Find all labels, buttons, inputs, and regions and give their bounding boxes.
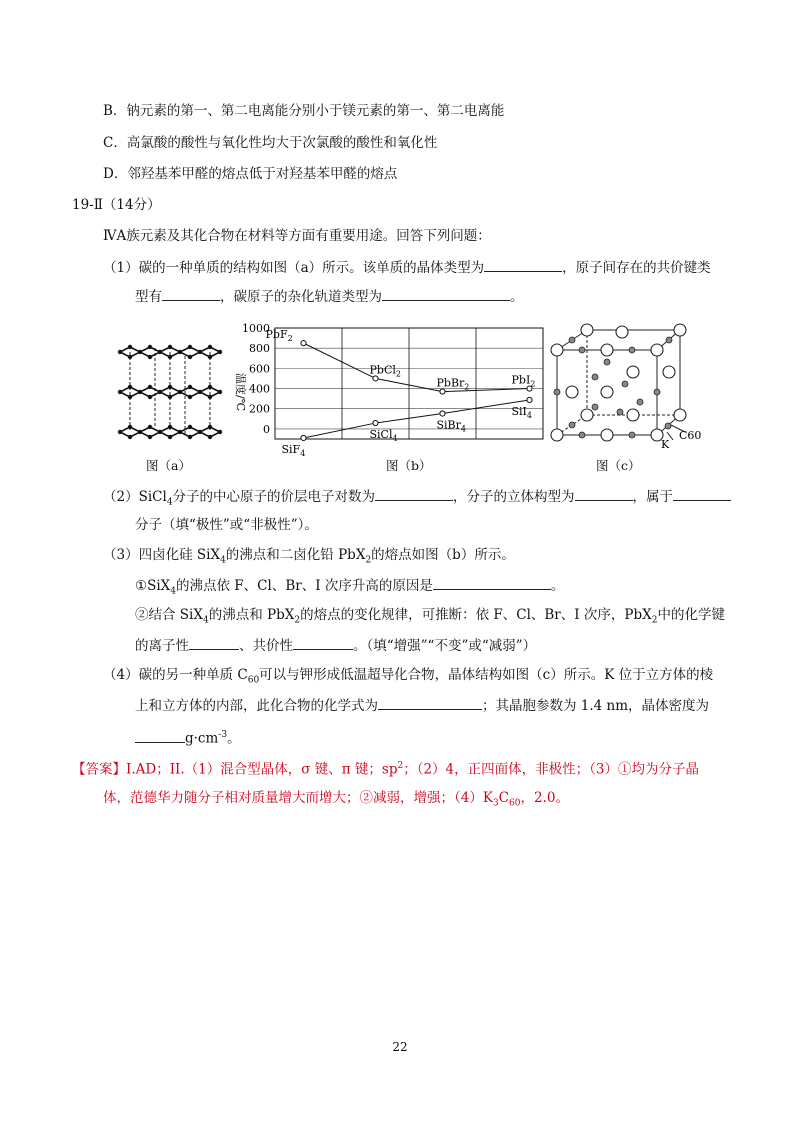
blank-polarity[interactable]: [673, 486, 731, 501]
option-c: C．高氯酸的酸性与氧化性均大于次氯酸的酸性和氧化性: [103, 135, 438, 151]
blank-reason[interactable]: [433, 575, 551, 590]
blank-crystal-type[interactable]: [484, 257, 562, 272]
chart-point-label: SiI$_4$: [511, 404, 532, 420]
blank-bond-type[interactable]: [162, 286, 220, 301]
chart-ytick-label: 800: [249, 342, 270, 356]
chart-point: [373, 420, 378, 425]
chart-series-line: [304, 343, 530, 391]
chart-point: [527, 397, 532, 402]
chart-point: [440, 389, 445, 394]
answer-line2: 体，范德华力随分子相对质量增大而增大；②减弱，增强；$(4)K_3C_{60}$，2.0。: [103, 790, 569, 809]
chart-ytick-label: 200: [249, 402, 270, 416]
section-title: 19-Ⅱ（14分）: [72, 197, 161, 213]
chart-ylabel: 温度/℃: [234, 373, 247, 412]
chart-point: [301, 341, 306, 346]
chart-point-label: PbF$_2$: [265, 328, 293, 344]
q4-line3: $g\cdot cm^{-3}$。: [135, 725, 241, 749]
intro-text: ⅣA族元素及其化合物在材料等方面有重要用途。回答下列问题：: [103, 228, 491, 244]
chart-ytick-label: 400: [249, 382, 270, 396]
chart-point-label: SiCl$_4$: [369, 428, 398, 444]
chart-point-label: SiF$_4$: [281, 442, 306, 458]
option-b: B．钠元素的第一、第二电离能分别小于镁元素的第一、第二电离能: [103, 103, 505, 119]
chart-ytick-label: 600: [249, 362, 270, 376]
blank-geometry[interactable]: [575, 486, 633, 501]
chart-series-line: [304, 400, 530, 438]
q3-intro: （3）四卤化硅 SiX$_4$的沸点和二卤化铅 PbX$_2$的熔点如图（b）所示。: [103, 547, 515, 566]
answer-line1: 【答案】I.AD；II.（1）混合型晶体，σ 键、π 键；$sp^2$；（2）4，正四面体，非极性；（3）①均为分子晶: [72, 761, 699, 778]
chart-ytick-label: 1000: [242, 322, 270, 335]
chart-point: [301, 435, 306, 440]
blank-density[interactable]: [135, 728, 185, 743]
chart-point: [373, 376, 378, 381]
blank-ionic[interactable]: [189, 635, 239, 650]
figure-c-caption: 图（c）: [596, 458, 641, 473]
page-number: 22: [392, 1040, 408, 1054]
chart-point-label: PbI$_2$: [511, 373, 536, 389]
q1-line1: （1）碳的一种单质的结构如图（a）所示。该单质的晶体类型为 ，原子间存在的共价键类: [103, 257, 711, 278]
chart-ytick-label: 0: [263, 422, 270, 436]
q3-part1: ①SiX$_4$的沸点依 F、Cl、Br、I 次序升高的原因是 。: [135, 575, 564, 602]
blank-covalent[interactable]: [293, 635, 353, 650]
option-d: D．邻羟基苯甲醛的熔点低于对羟基苯甲醛的熔点: [103, 166, 398, 182]
q3-part2-line1: ②结合 SiX$_4$的沸点和 PbX$_2$的熔点的变化规律，可推断：依 F、Cl、Br、I 次序，PbX$_2$中的化学键: [135, 607, 725, 626]
q1-line2: 型有 ，碳原子的杂化轨道类型为 。: [135, 286, 524, 307]
q2-line2: 分子（填“极性”或“非极性”）。: [135, 517, 318, 533]
label-c60: C60: [679, 429, 702, 442]
q4-line2: 上和立方体的内部，此化合物的化学式为 ；其晶胞参数为 1.4 nm，晶体密度为: [135, 695, 709, 716]
figure-a-graphite: [110, 330, 230, 450]
q2-line1: （2）SiCl$_4$分子的中心原子的价层电子对数为 ，分子的立体构型为 ，属于: [103, 486, 731, 513]
chart-point-label: SiBr$_4$: [436, 418, 466, 434]
chart-point-label: PbBr$_2$: [436, 376, 470, 392]
blank-hybridization[interactable]: [382, 286, 510, 301]
figure-c-crystal: [545, 322, 710, 452]
figure-a-caption: 图（a）: [146, 458, 191, 473]
chart-point: [440, 411, 445, 416]
blank-formula[interactable]: [378, 695, 482, 710]
q3-part2-line2: 的离子性 、共价性 。（填“增强”“不变”或“减弱”）: [135, 635, 536, 656]
chart-point-label: PbCl$_2$: [369, 363, 401, 379]
figure-b-caption: 图（b）: [386, 458, 432, 473]
figure-b-chart: [225, 318, 555, 458]
blank-electron-pairs[interactable]: [375, 486, 453, 501]
q4-line1: （4）碳的另一种单质 $C_{60}$可以与钾形成低温超导化合物，晶体结构如图（c）所示。K 位于立方体的棱: [103, 667, 714, 686]
label-k: K: [661, 438, 670, 451]
